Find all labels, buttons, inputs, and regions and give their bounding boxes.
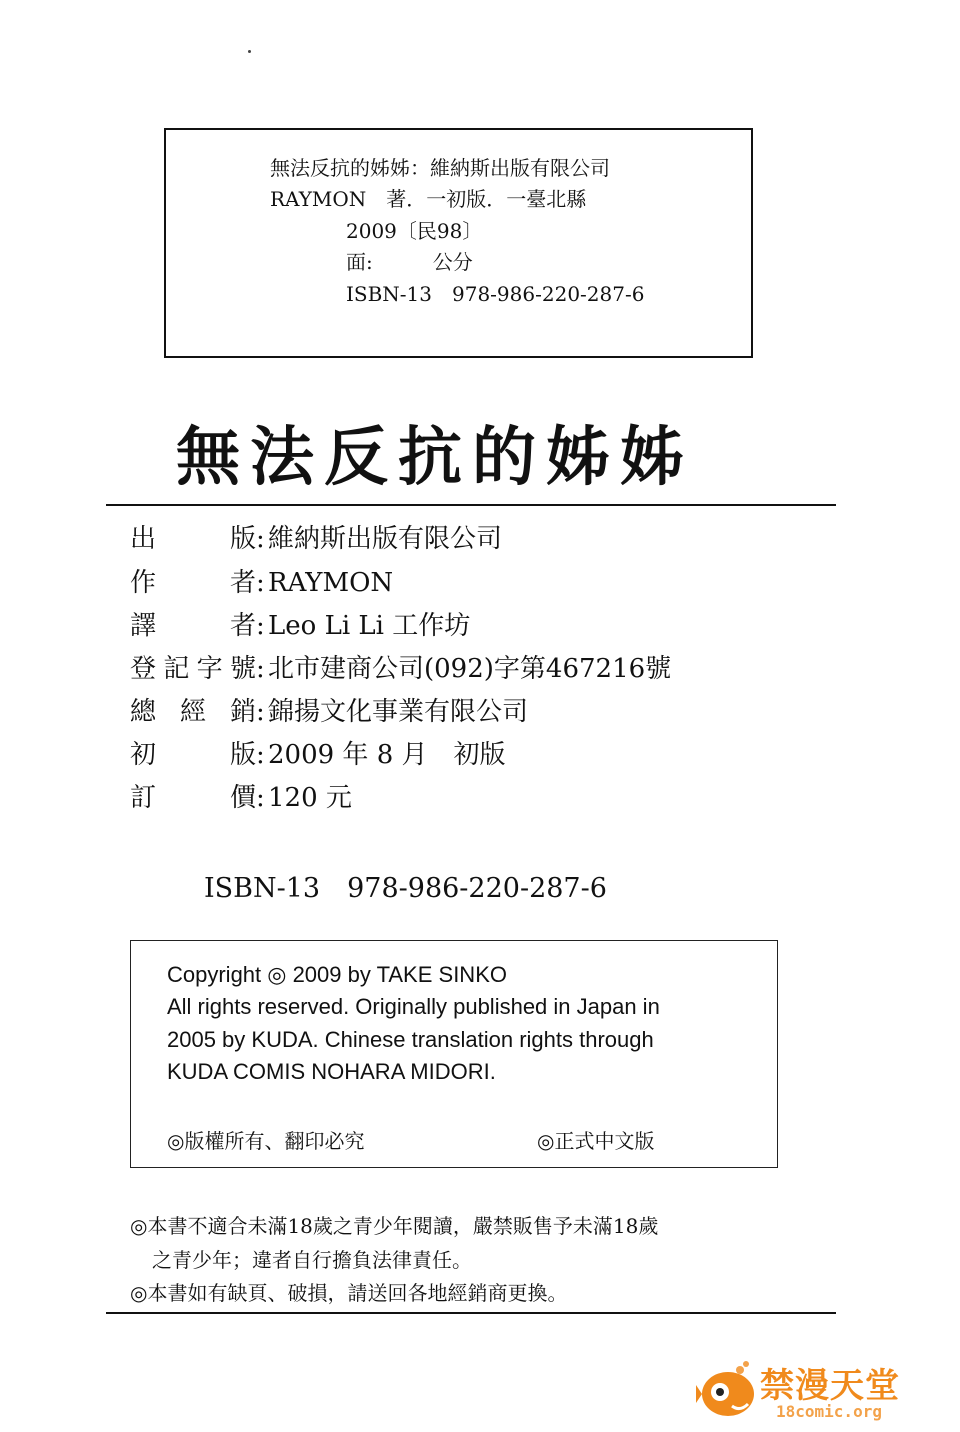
defect-notice: ◎本書如有缺頁、破損，請送回各地經銷商更換。: [130, 1281, 568, 1305]
info-value: 120 元: [268, 783, 352, 813]
cip-catalog-box: [164, 128, 753, 358]
info-registration: 登記字號: 北市建商公司(092)字第467216號: [130, 654, 672, 684]
info-distributor: 總經銷: 錦揚文化事業有限公司: [130, 697, 529, 727]
fish-mascot-icon: [696, 1358, 758, 1424]
scan-speck: [248, 50, 251, 53]
cip-size: 面: 公分: [346, 250, 473, 274]
rights-reserved-mark: ◎版權所有、翻印必究: [167, 1129, 365, 1153]
cip-title-publisher: 無法反抗的姊姊：維納斯出版有限公司: [270, 156, 610, 180]
book-title: 無法反抗的姊姊: [176, 421, 694, 495]
title-rule: [106, 504, 836, 506]
cip-author-edition: RAYMON 著．一初版．一臺北縣: [270, 187, 587, 211]
info-author: 作者: RAYMON: [130, 568, 394, 598]
info-value: 2009 年 8 月 初版: [268, 740, 506, 770]
info-label: 總經銷: [130, 697, 256, 727]
info-first-edition: 初版: 2009 年 8 月 初版: [130, 740, 506, 770]
info-value: 錦揚文化事業有限公司: [268, 697, 529, 727]
info-label: 出版: [130, 524, 256, 554]
official-edition-mark: ◎正式中文版: [537, 1129, 655, 1153]
info-publisher: 出版: 維納斯出版有限公司: [130, 524, 503, 554]
info-label: 譯者: [130, 611, 256, 641]
cip-year: 2009〔民98〕: [346, 219, 483, 243]
site-watermark: [696, 1356, 926, 1426]
info-price: 訂價: 120 元: [130, 783, 352, 813]
info-value: Leo Li Li 工作坊: [268, 611, 471, 641]
info-label: 訂價: [130, 783, 256, 813]
isbn-number: ISBN-13 978-986-220-287-6: [204, 873, 607, 904]
copyright-line: 2005 by KUDA. Chinese translation rights through: [167, 1027, 654, 1052]
info-translator: 譯者: Leo Li Li 工作坊: [130, 611, 471, 641]
watermark-name: 禁漫天堂: [760, 1366, 900, 1406]
info-label: 作者: [130, 568, 256, 598]
copyright-line: Copyright ◎ 2009 by TAKE SINKO: [167, 962, 507, 987]
info-label: 登記字號: [130, 654, 256, 684]
info-value: RAYMON: [268, 568, 394, 598]
copyright-line: KUDA COMIS NOHARA MIDORI.: [167, 1059, 496, 1084]
cip-isbn: ISBN-13 978-986-220-287-6: [346, 282, 645, 306]
info-value: 北市建商公司(092)字第467216號: [268, 654, 672, 684]
age-notice-continued: 之青少年；違者自行擔負法律責任。: [152, 1248, 472, 1272]
watermark-url: 18comic.org: [776, 1402, 882, 1421]
info-value: 維納斯出版有限公司: [268, 524, 503, 554]
info-label: 初版: [130, 740, 256, 770]
copyright-box: [130, 940, 778, 1168]
bottom-rule: [106, 1312, 836, 1314]
age-notice: ◎本書不適合未滿18歲之青少年閱讀，嚴禁販售予未滿18歲: [130, 1214, 659, 1238]
copyright-line: All rights reserved. Originally published in Japan in: [167, 994, 660, 1019]
